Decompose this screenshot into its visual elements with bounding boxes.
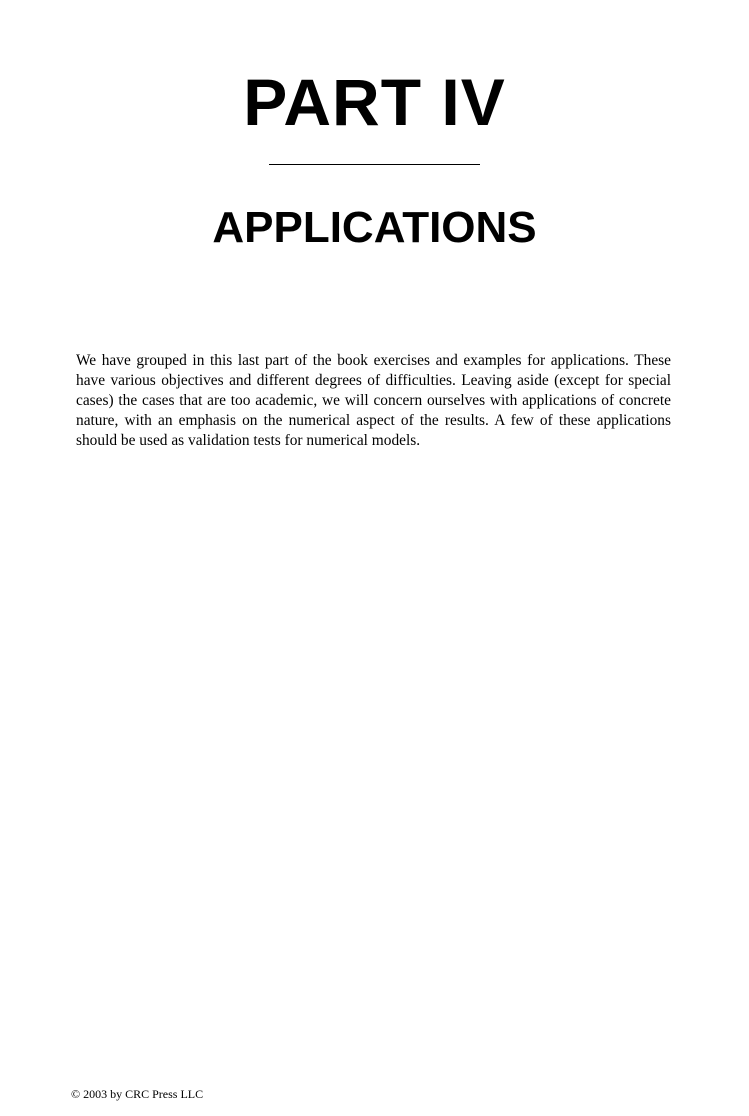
intro-paragraph: We have grouped in this last part of the book exercises and examples for applications. These have various objectives and different degrees of difficulties. Leaving aside (except for special cases) the cases that are too academic, we will concern ourselves with applications of concrete nature, with an emphasis on the numerical aspect of the results. A few of these applications should be used as validation tests for numerical models.	[76, 352, 671, 449]
section-title: APPLICATIONS	[212, 203, 537, 252]
part-title: PART IV	[243, 65, 506, 139]
title-divider	[269, 164, 480, 165]
copyright-notice: © 2003 by CRC Press LLC	[71, 1087, 204, 1101]
